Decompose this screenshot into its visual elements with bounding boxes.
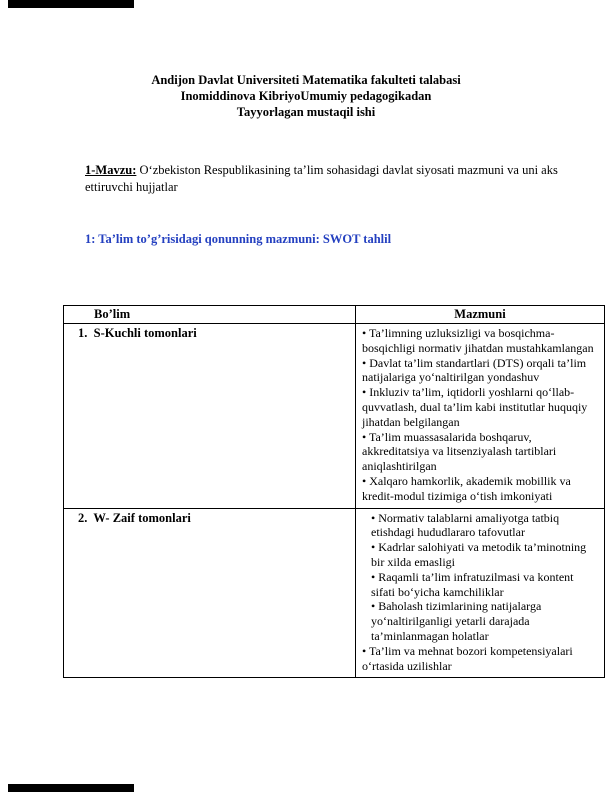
title-line-1: Andijon Davlat Universiteti Matematika fakulteti talabasi: [151, 73, 461, 87]
bullet-item: • Ta’lim va mehnat bozori kompetensiyalari o‘rtasida uzilishlar: [362, 643, 573, 673]
topic-label: 1-Mavzu:: [85, 163, 137, 177]
row-label-weaknesses: 2. W- Zaif tomonlari: [64, 508, 356, 678]
bullet-item: • Ta’lim muassasalarida boshqaruv, akkreditatsiya va litsenziyalash tartiblari aniqlashtirilgan: [362, 429, 557, 474]
topic-paragraph: [85, 162, 565, 195]
title-line-2: Inomiddinova KibriyoUmumiy pedagogikadan: [180, 89, 432, 103]
row-content-weaknesses: [356, 508, 605, 678]
bullet-item: • Inkluziv ta’lim, iqtidorli yoshlarni qo‘llab-quvvatlash, dual ta’lim kabi institutlar huquqiy jihatdan belgilangan: [362, 385, 588, 429]
bullet-item: • Ta’limning uzluksizligi va bosqichma-bosqichligi normativ jihatdan mustahkamlangan: [362, 326, 594, 355]
header-bolim: Bo’lim: [64, 306, 356, 324]
title-line-3: Tayyorlagan mustaqil ishi: [236, 105, 376, 119]
document-title-block: [0, 0, 612, 120]
row-label-strengths: 1. S-Kuchli tomonlari: [64, 324, 356, 509]
scan-artifact-top: [8, 0, 134, 8]
scan-artifact-bottom: [8, 784, 134, 792]
topic-text: O‘zbekiston Respublikasining ta’lim sohasidagi davlat siyosati mazmuni va uni aks ettiruvchi hujjatlar: [85, 163, 558, 194]
bullet-item: • Baholash tizimlarining natijalarga yo‘naltirilganligi yetarli darajada ta’minlanmagan holatlar: [371, 599, 542, 643]
bullet-item: • Kadrlar salohiyati va metodik ta’minotning bir xilda emasligi: [371, 540, 587, 569]
table-row-strengths: [64, 324, 605, 509]
bullet-item: • Raqamli ta’lim infratuzilmasi va kontent sifati bo‘yicha kamchiliklar: [371, 569, 574, 599]
section-heading: 1: Ta’lim to’g’risidagi qonunning mazmuni: SWOT tahlil: [85, 232, 392, 246]
swot-table: [63, 305, 605, 678]
bullet-item: • Davlat ta’lim standartlari (DTS) orqali ta’lim natijalariga yo‘naltirilgan yondashuv: [362, 355, 587, 385]
row-content-strengths: [356, 324, 605, 509]
bullet-item: • Xalqaro hamkorlik, akademik mobillik va kredit-modul tizimiga o‘tish imkoniyati: [362, 473, 571, 503]
table-row-weaknesses: [64, 508, 605, 678]
table-header-row: [64, 306, 605, 324]
header-mazmuni: Mazmuni: [356, 306, 605, 324]
bullet-item: • Normativ talablarni amaliyotga tatbiq etishdagi hududlararo tafovutlar: [371, 510, 560, 540]
